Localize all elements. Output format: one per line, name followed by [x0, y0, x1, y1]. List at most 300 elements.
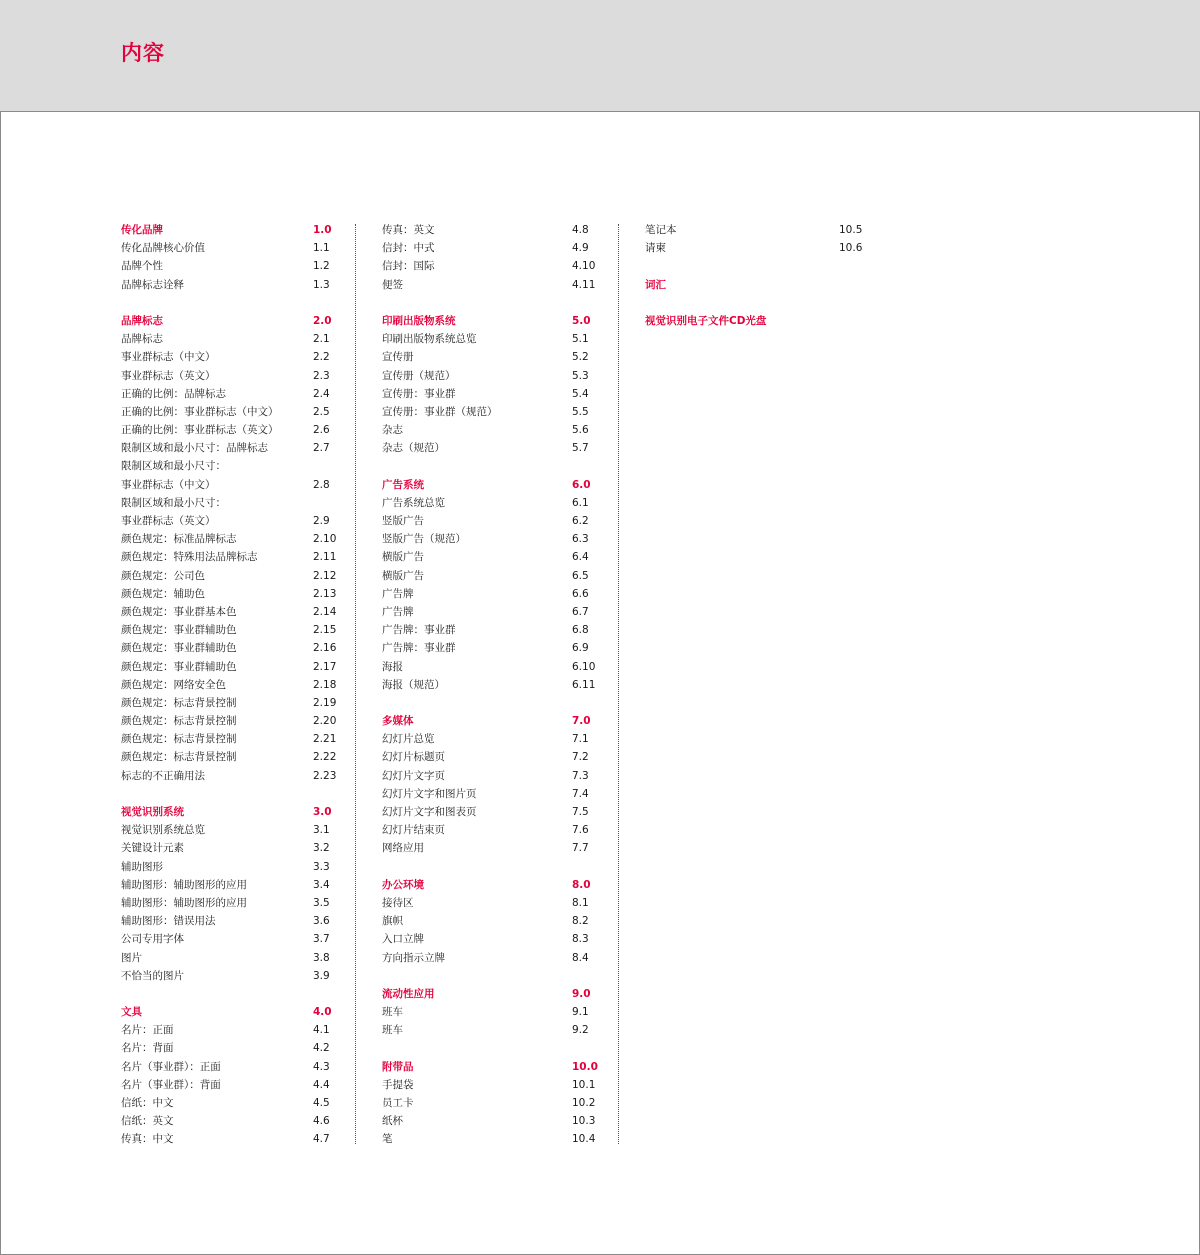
toc-entry-label: 办公环境 — [382, 878, 424, 891]
toc-page-number: 4.1 — [313, 1024, 330, 1037]
toc-entry — [121, 330, 346, 348]
toc-page-number: 9.0 — [572, 987, 591, 1000]
toc-entry-label: 正确的比例：事业群标志（中文） — [121, 405, 279, 418]
toc-entry-label: 颜色规定：标志背景控制 — [121, 751, 237, 764]
toc-page-number: 6.0 — [572, 478, 591, 491]
toc-entry-label: 颜色规定：事业群辅助色 — [121, 660, 237, 673]
toc-page-number: 10.1 — [572, 1078, 596, 1091]
toc-page-number: 7.2 — [572, 751, 589, 764]
toc-page-number: 6.6 — [572, 587, 589, 600]
toc-page-number: 10.2 — [572, 1097, 596, 1109]
toc-entry — [121, 457, 346, 475]
toc-entry-label: 辅助图形：辅助图形的应用 — [121, 878, 247, 891]
toc-page-number: 2.2 — [313, 351, 330, 364]
toc-entry-label: 旗帜 — [382, 915, 403, 928]
toc-page-number: 1.0 — [313, 224, 332, 236]
toc-entry — [382, 603, 607, 621]
toc-spacer — [382, 694, 607, 712]
toc-page-number: 2.14 — [313, 605, 337, 618]
toc-section-heading — [121, 312, 346, 330]
toc-section-heading — [382, 312, 607, 330]
toc-entry — [382, 1112, 607, 1130]
toc-entry-label: 关键设计元素 — [121, 842, 184, 855]
toc-entry — [121, 676, 346, 694]
toc-entry — [382, 439, 607, 457]
toc-entry — [382, 676, 607, 694]
toc-page-number: 7.4 — [572, 787, 589, 800]
toc-entry-label: 文具 — [121, 1006, 142, 1019]
toc-entry-label: 笔记本 — [645, 224, 677, 236]
toc-entry — [121, 1130, 346, 1148]
toc-page-number: 6.3 — [572, 533, 589, 546]
toc-entry — [382, 949, 607, 967]
toc-entry-label: 信封：国际 — [382, 260, 435, 273]
toc-page-number: 3.5 — [313, 896, 330, 909]
toc-page-number: 6.4 — [572, 551, 589, 564]
toc-entry-label: 杂志（规范） — [382, 442, 445, 455]
toc-entry — [645, 221, 880, 239]
toc-section-heading — [382, 1058, 607, 1076]
toc-entry-label: 视觉识别系统总览 — [121, 824, 205, 837]
toc-entry-label: 传化品牌核心价值 — [121, 242, 205, 255]
toc-page-number: 3.2 — [313, 842, 330, 855]
toc-entry — [382, 658, 607, 676]
toc-page-number: 2.21 — [313, 733, 337, 746]
toc-entry — [382, 1003, 607, 1021]
toc-section-heading — [382, 985, 607, 1003]
toc-page-number: 2.12 — [313, 569, 337, 582]
toc-page-number: 1.3 — [313, 278, 330, 291]
toc-entry-label: 竖版广告 — [382, 515, 424, 527]
toc-entry-label: 信纸：英文 — [121, 1115, 174, 1128]
toc-page-number: 2.22 — [313, 751, 337, 764]
toc-entry — [121, 821, 346, 839]
toc-page-number: 5.5 — [572, 405, 589, 418]
toc-page-number: 5.2 — [572, 351, 589, 364]
toc-page-number: 2.0 — [313, 314, 332, 327]
toc-page-number: 2.3 — [313, 369, 330, 382]
toc-page-number: 5.0 — [572, 314, 591, 327]
toc-page-number: 6.5 — [572, 569, 589, 582]
toc-entry-label: 便签 — [382, 278, 403, 291]
toc-entry-label: 宣传册 — [382, 351, 414, 364]
toc-entry — [121, 512, 346, 530]
toc-page-number: 5.1 — [572, 333, 589, 346]
toc-entry — [382, 585, 607, 603]
toc-entry-label: 传真：英文 — [382, 224, 435, 236]
toc-spacer — [382, 967, 607, 985]
toc-entry — [121, 530, 346, 548]
toc-entry — [121, 439, 346, 457]
toc-section-heading — [645, 276, 880, 294]
toc-entry — [121, 639, 346, 657]
toc-spacer — [382, 858, 607, 876]
toc-entry-label: 颜色规定：标志背景控制 — [121, 696, 237, 709]
toc-entry — [121, 603, 346, 621]
toc-entry-label: 附带品 — [382, 1060, 414, 1073]
toc-section-heading — [382, 876, 607, 894]
toc-entry-label: 不恰当的图片 — [121, 969, 184, 982]
toc-entry-label: 事业群标志（英文） — [121, 369, 216, 382]
toc-entry — [121, 494, 346, 512]
toc-entry-label: 广告牌：事业群 — [382, 624, 456, 637]
toc-entry-label: 横版广告 — [382, 551, 424, 564]
toc-page-number: 10.6 — [839, 242, 863, 255]
toc-entry-label: 事业群标志（英文） — [121, 515, 216, 527]
toc-entry-label: 名片：正面 — [121, 1024, 174, 1037]
toc-column-3 — [645, 221, 880, 330]
toc-page-number: 10.3 — [572, 1115, 596, 1128]
toc-spacer — [382, 457, 607, 475]
toc-entry-label: 颜色规定：事业群辅助色 — [121, 642, 237, 655]
toc-spacer — [121, 294, 346, 312]
toc-section-heading — [382, 712, 607, 730]
toc-entry-label: 海报（规范） — [382, 678, 445, 691]
toc-entry-label: 幻灯片文字和图表页 — [382, 806, 477, 818]
toc-section-heading — [645, 312, 880, 330]
toc-entry — [382, 639, 607, 657]
toc-entry — [121, 767, 346, 785]
toc-entry-label: 信纸：中文 — [121, 1097, 174, 1109]
toc-entry — [121, 912, 346, 930]
toc-entry-label: 广告牌：事业群 — [382, 642, 456, 655]
toc-page-number: 8.1 — [572, 896, 589, 909]
toc-entry-label: 宣传册：事业群 — [382, 387, 456, 400]
toc-entry — [121, 421, 346, 439]
toc-entry-label: 视觉识别系统 — [121, 806, 184, 818]
toc-entry — [121, 1076, 346, 1094]
toc-page-number: 6.2 — [572, 515, 589, 527]
toc-entry — [121, 276, 346, 294]
toc-entry — [121, 1112, 346, 1130]
toc-page-number: 10.5 — [839, 224, 863, 236]
toc-page-number: 5.4 — [572, 387, 589, 400]
toc-entry — [382, 748, 607, 766]
toc-entry — [382, 548, 607, 566]
toc-page-number: 2.6 — [313, 424, 330, 437]
toc-entry-label: 方向指示立牌 — [382, 951, 445, 964]
toc-page-number: 5.7 — [572, 442, 589, 455]
toc-entry-label: 颜色规定：辅助色 — [121, 587, 205, 600]
toc-page-number: 1.2 — [313, 260, 330, 273]
toc-page-number: 2.11 — [313, 551, 337, 564]
toc-entry-label: 颜色规定：网络安全色 — [121, 678, 226, 691]
toc-page-number: 4.11 — [572, 278, 596, 291]
toc-entry-label: 幻灯片文字页 — [382, 769, 445, 782]
toc-page-number: 7.0 — [572, 715, 591, 728]
toc-page-number: 2.9 — [313, 515, 330, 527]
toc-entry — [382, 348, 607, 366]
toc-entry-label: 纸杯 — [382, 1115, 403, 1128]
toc-entry — [121, 694, 346, 712]
toc-entry-label: 印刷出版物系统 — [382, 314, 456, 327]
toc-spacer — [121, 785, 346, 803]
toc-entry — [121, 876, 346, 894]
toc-entry — [382, 385, 607, 403]
toc-entry — [382, 894, 607, 912]
toc-page-number: 10.4 — [572, 1133, 596, 1146]
toc-entry — [121, 858, 346, 876]
toc-entry — [382, 421, 607, 439]
toc-entry-label: 颜色规定：特殊用法品牌标志 — [121, 551, 258, 564]
toc-entry-label: 杂志 — [382, 424, 403, 437]
toc-page-number: 7.3 — [572, 769, 589, 782]
toc-section-heading — [121, 1003, 346, 1021]
toc-page-number: 3.8 — [313, 951, 330, 964]
toc-entry-label: 广告系统总览 — [382, 496, 445, 509]
toc-entry — [382, 330, 607, 348]
toc-entry-label: 名片（事业群）：背面 — [121, 1078, 221, 1091]
toc-entry-label: 事业群标志（中文） — [121, 478, 216, 491]
toc-entry-label: 图片 — [121, 951, 142, 964]
toc-entry-label: 信封：中式 — [382, 242, 435, 255]
toc-entry-label: 幻灯片文字和图片页 — [382, 787, 477, 800]
toc-entry-label: 幻灯片总览 — [382, 733, 435, 746]
toc-entry — [382, 530, 607, 548]
toc-entry — [121, 930, 346, 948]
toc-page-number: 9.2 — [572, 1024, 589, 1037]
toc-page-number: 6.10 — [572, 660, 596, 673]
toc-entry — [382, 1094, 607, 1112]
toc-spacer — [645, 294, 880, 312]
toc-page-number: 7.1 — [572, 733, 589, 746]
toc-page-number: 4.9 — [572, 242, 589, 255]
toc-entry — [121, 385, 346, 403]
toc-page-number: 6.1 — [572, 496, 589, 509]
toc-entry-label: 颜色规定：事业群辅助色 — [121, 624, 237, 637]
toc-entry — [382, 803, 607, 821]
toc-entry — [121, 894, 346, 912]
toc-entry-label: 海报 — [382, 660, 403, 673]
column-divider — [355, 224, 356, 1144]
toc-entry-label: 广告系统 — [382, 478, 424, 491]
toc-entry — [382, 1130, 607, 1148]
toc-page-number: 2.8 — [313, 478, 330, 491]
toc-entry — [121, 748, 346, 766]
toc-page-number: 4.8 — [572, 224, 589, 236]
toc-entry — [121, 239, 346, 257]
toc-entry-label: 入口立牌 — [382, 933, 424, 946]
toc-page-number: 2.20 — [313, 715, 337, 728]
toc-entry — [121, 1039, 346, 1057]
toc-page-number: 3.9 — [313, 969, 330, 982]
toc-entry-label: 名片（事业群）：正面 — [121, 1060, 221, 1073]
toc-page-number: 7.7 — [572, 842, 589, 855]
toc-entry-label: 竖版广告（规范） — [382, 533, 466, 546]
toc-entry-label: 品牌个性 — [121, 260, 163, 273]
toc-entry — [382, 239, 607, 257]
toc-entry — [382, 403, 607, 421]
toc-entry-label: 视觉识别电子文件CD光盘 — [645, 314, 767, 327]
toc-entry — [382, 785, 607, 803]
toc-entry — [121, 585, 346, 603]
toc-page-number: 8.0 — [572, 878, 591, 891]
toc-page-number: 7.6 — [572, 824, 589, 837]
toc-section-heading — [382, 476, 607, 494]
toc-entry-label: 限制区域和最小尺寸：品牌标志 — [121, 442, 268, 455]
toc-entry-label: 班车 — [382, 1024, 403, 1037]
toc-entry-label: 名片：背面 — [121, 1042, 174, 1055]
toc-page-number: 4.7 — [313, 1133, 330, 1146]
toc-entry — [382, 1076, 607, 1094]
toc-page-number: 2.23 — [313, 769, 337, 782]
toc-entry — [121, 1058, 346, 1076]
toc-page-number: 10.0 — [572, 1060, 598, 1073]
toc-entry — [121, 1021, 346, 1039]
toc-entry-label: 颜色规定：标准品牌标志 — [121, 533, 237, 546]
toc-entry-label: 事业群标志（中文） — [121, 351, 216, 364]
toc-entry-label: 正确的比例：事业群标志（英文） — [121, 424, 279, 437]
toc-entry-label: 限制区域和最小尺寸： — [121, 496, 226, 509]
toc-entry-label: 幻灯片结束页 — [382, 824, 445, 837]
toc-entry — [382, 767, 607, 785]
toc-entry-label: 宣传册：事业群（规范） — [382, 405, 498, 418]
toc-page-number: 8.2 — [572, 915, 589, 928]
toc-page-number: 5.3 — [572, 369, 589, 382]
toc-entry — [121, 1094, 346, 1112]
toc-entry-label: 限制区域和最小尺寸： — [121, 460, 226, 473]
toc-entry — [382, 912, 607, 930]
toc-entry-label: 颜色规定：标志背景控制 — [121, 733, 237, 746]
toc-entry-label: 辅助图形：辅助图形的应用 — [121, 896, 247, 909]
toc-entry-label: 正确的比例：品牌标志 — [121, 387, 226, 400]
toc-entry-label: 品牌标志诠释 — [121, 278, 184, 291]
toc-entry — [121, 348, 346, 366]
toc-entry — [121, 548, 346, 566]
toc-entry — [382, 821, 607, 839]
toc-entry-label: 品牌标志 — [121, 333, 163, 346]
toc-page-number: 3.1 — [313, 824, 330, 837]
toc-entry — [121, 403, 346, 421]
toc-entry-label: 传化品牌 — [121, 224, 163, 236]
toc-page-number: 5.6 — [572, 424, 589, 437]
page-title: 内容 — [121, 41, 165, 65]
toc-column-1 — [121, 221, 346, 1149]
toc-entry — [382, 730, 607, 748]
toc-entry-label: 宣传册（规范） — [382, 369, 456, 382]
toc-entry-label: 辅助图形 — [121, 860, 163, 873]
toc-entry — [382, 567, 607, 585]
toc-entry-label: 流动性应用 — [382, 987, 435, 1000]
toc-entry-label: 接待区 — [382, 896, 414, 909]
toc-entry — [121, 949, 346, 967]
toc-entry — [121, 367, 346, 385]
toc-entry-label: 幻灯片标题页 — [382, 751, 445, 764]
toc-page-number: 2.19 — [313, 696, 337, 709]
toc-entry — [382, 512, 607, 530]
toc-entry-label: 品牌标志 — [121, 314, 163, 327]
toc-entry — [382, 221, 607, 239]
toc-entry — [121, 257, 346, 275]
toc-entry — [382, 930, 607, 948]
toc-entry — [382, 621, 607, 639]
toc-page-number: 4.6 — [313, 1115, 330, 1128]
toc-entry-label: 网络应用 — [382, 842, 424, 855]
toc-entry-label: 传真：中文 — [121, 1133, 174, 1146]
header-band — [0, 0, 1200, 112]
toc-entry-label: 颜色规定：公司色 — [121, 569, 205, 582]
toc-spacer — [382, 294, 607, 312]
toc-entry-label: 标志的不正确用法 — [121, 769, 205, 782]
toc-entry-label: 请柬 — [645, 242, 666, 255]
toc-section-heading — [121, 221, 346, 239]
toc-entry-label: 印刷出版物系统总览 — [382, 333, 477, 346]
toc-entry — [121, 567, 346, 585]
toc-entry-label: 笔 — [382, 1133, 393, 1146]
toc-spacer — [121, 985, 346, 1003]
toc-page-number: 8.3 — [572, 933, 589, 946]
toc-page-number: 3.4 — [313, 878, 330, 891]
column-divider — [618, 224, 619, 1144]
toc-page-number: 4.5 — [313, 1097, 330, 1109]
toc-page-number: 4.4 — [313, 1078, 330, 1091]
toc-entry-label: 公司专用字体 — [121, 933, 184, 946]
toc-entry — [121, 658, 346, 676]
toc-entry — [382, 839, 607, 857]
toc-entry — [121, 621, 346, 639]
toc-entry-label: 班车 — [382, 1006, 403, 1019]
toc-entry — [382, 276, 607, 294]
toc-page-number: 6.9 — [572, 642, 589, 655]
toc-page-number: 1.1 — [313, 242, 330, 255]
toc-section-heading — [121, 803, 346, 821]
toc-entry-label: 横版广告 — [382, 569, 424, 582]
toc-entry-label: 广告牌 — [382, 587, 414, 600]
toc-page-number: 7.5 — [572, 806, 589, 818]
toc-page-number: 6.7 — [572, 605, 589, 618]
toc-page-number: 8.4 — [572, 951, 589, 964]
toc-page-number: 9.1 — [572, 1006, 589, 1019]
toc-entry — [382, 257, 607, 275]
toc-page-number: 2.7 — [313, 442, 330, 455]
toc-page-number: 2.17 — [313, 660, 337, 673]
toc-entry-label: 颜色规定：标志背景控制 — [121, 715, 237, 728]
toc-page-number: 4.0 — [313, 1006, 332, 1019]
toc-entry — [121, 476, 346, 494]
toc-entry-label: 辅助图形：错误用法 — [121, 915, 216, 928]
toc-entry-label: 手提袋 — [382, 1078, 414, 1091]
toc-entry-label: 广告牌 — [382, 605, 414, 618]
toc-page-number: 2.15 — [313, 624, 337, 637]
toc-entry — [121, 839, 346, 857]
toc-page-number: 4.10 — [572, 260, 596, 273]
toc-spacer — [645, 257, 880, 275]
toc-page-number: 2.4 — [313, 387, 330, 400]
toc-entry — [121, 712, 346, 730]
toc-entry — [121, 967, 346, 985]
toc-entry-label: 多媒体 — [382, 715, 414, 728]
toc-page-number: 3.3 — [313, 860, 330, 873]
toc-entry — [645, 239, 880, 257]
toc-page-number: 6.11 — [572, 678, 596, 691]
toc-entry — [382, 367, 607, 385]
toc-page-number: 2.13 — [313, 587, 337, 600]
toc-entry — [121, 730, 346, 748]
toc-entry-label: 员工卡 — [382, 1097, 414, 1109]
toc-page-number: 2.1 — [313, 333, 330, 346]
toc-page-number: 4.3 — [313, 1060, 330, 1073]
toc-page-number: 2.5 — [313, 405, 330, 418]
toc-entry — [382, 1021, 607, 1039]
toc-entry — [382, 494, 607, 512]
toc-page-number: 3.7 — [313, 933, 330, 946]
toc-entry-label: 词汇 — [645, 278, 666, 291]
toc-page-number: 2.16 — [313, 642, 337, 655]
toc-page-number: 2.18 — [313, 678, 337, 691]
toc-spacer — [382, 1039, 607, 1057]
toc-page-number: 3.6 — [313, 915, 330, 928]
toc-column-2 — [382, 221, 607, 1149]
